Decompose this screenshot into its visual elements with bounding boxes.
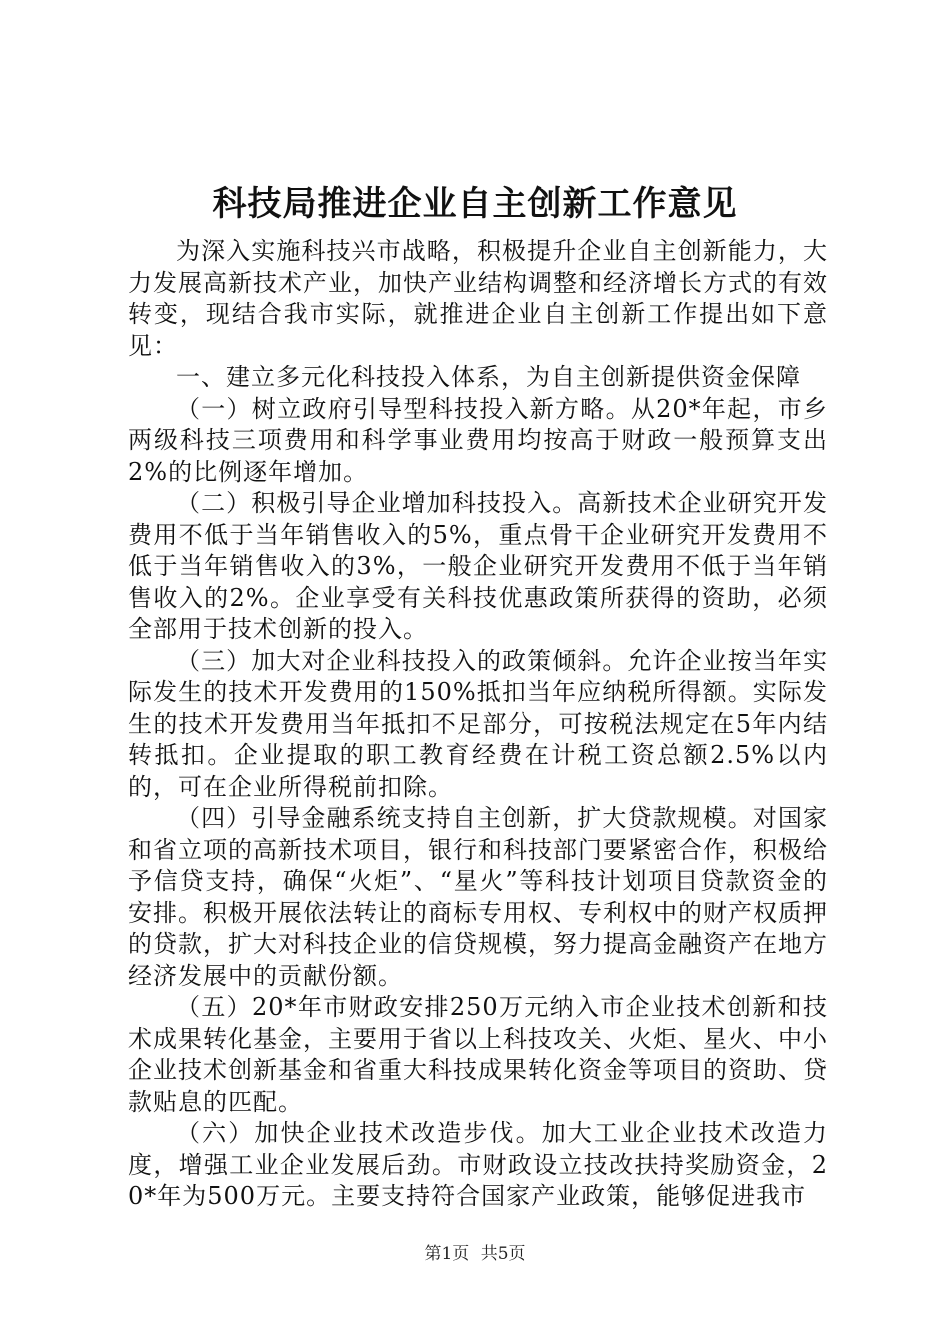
page-total: 共5页 — [480, 1244, 526, 1264]
item-paragraph-4: （四）引导金融系统支持自主创新，扩大贷款规模。对国家和省立项的高新技术项目，银行和科技部门要紧密合作，积极给予信贷支持，确保“火炬”、“星火”等科技计划项目贷款资金的安排。积极开展依法转让的商标专用权、专利权中的财产权质押的贷款，扩大对科技企业的信贷规模，努力提高金融资产在地方经济发展中的贡献份额。 — [128, 804, 828, 990]
section-heading: 一、建立多元化科技投入体系，为自主创新提供资金保障 — [176, 363, 801, 391]
item-paragraph-6: （六）加快企业技术改造步伐。加大工业企业技术改造力度，增强工业企业发展后劲。市财政设立技改扶持奖励资金，20*年为500万元。主要支持符合国家产业政策，能够促进我市 — [128, 1119, 828, 1210]
document-title: 科技局推进企业自主创新工作意见 — [212, 184, 738, 224]
page-number: 第1页 — [424, 1244, 470, 1264]
item-paragraph-1: （一）树立政府引导型科技投入新方略。从20*年起，市乡两级科技三项费用和科学事业费用均按高于财政一般预算支出2%的比例逐年增加。 — [128, 394, 828, 486]
page-footer — [0, 1242, 950, 1266]
item-paragraph-3: （三）加大对企业科技投入的政策倾斜。允许企业按当年实际发生的技术开发费用的150%抵扣当年应纳税所得额。实际发生的技术开发费用当年抵扣不足部分，可按税法规定在5年内结转抵扣。企业提取的职工教育经费在计税工资总额2.5%以内的，可在企业所得税前扣除。 — [128, 646, 828, 801]
intro-paragraph: 为深入实施科技兴市战略，积极提升企业自主创新能力，大力发展高新技术产业，加快产业结构调整和经济增长方式的有效转变，现结合我市实际，就推进企业自主创新工作提出如下意见： — [128, 237, 828, 360]
document-body — [128, 236, 828, 1213]
item-paragraph-5: （五）20*年市财政安排250万元纳入市企业技术创新和技术成果转化基金，主要用于省以上科技攻关、火炬、星火、中小企业技术创新基金和省重大科技成果转化资金等项目的资助、贷款贴息的匹配。 — [128, 993, 828, 1116]
item-paragraph-2: （二）积极引导企业增加科技投入。高新技术企业研究开发费用不低于当年销售收入的5%，重点骨干企业研究开发费用不低于当年销售收入的3%，一般企业研究开发费用不低于当年销售收入的2%。企业享受有关科技优惠政策所获得的资助，必须全部用于技术创新的投入。 — [128, 489, 828, 643]
